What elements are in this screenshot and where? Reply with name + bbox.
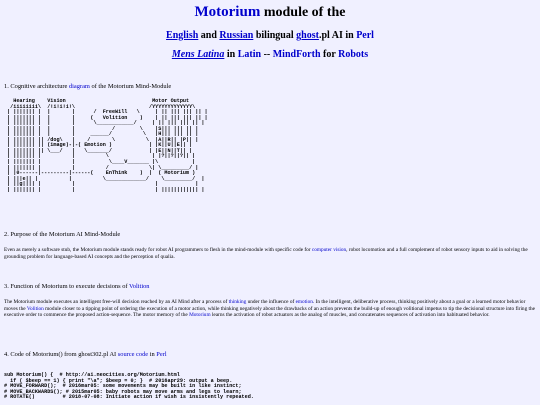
perl-code-block: sub Motorium() { # http://ai.neocities.org/Motorium.html if ( $beep == 1) { print "\a"; $beep = 0; } # 2016apr29: output a beep. # MOVE_FORWARD(); # 2016mar05: some movements may be built in like instinct; # MOVE_BACKWARDS(); # 2015mar05: baby robots may move arms and legs to learn; # ROTATE() # 2018-07-08: Initiate action if wish is insistently repeated. <box>4 372 254 401</box>
section-4-heading <box>4 351 167 359</box>
subtitle-two-text-5: for <box>320 49 339 60</box>
section-4-text-2: in <box>148 351 157 358</box>
section-1-link-1[interactable]: diagram <box>68 83 90 90</box>
function-link-7[interactable]: Motorium <box>189 312 211 319</box>
purpose-text-0: Even as merely a software stub, the Motorium module stands ready for robot AI programmers to flesh in the mind-module with specific code for <box>4 247 312 253</box>
function-link-3[interactable]: emotion <box>295 299 313 305</box>
function-text-6: module closer to a tipping point of ordering the execution of a motor action, while thinking negatively about the drawbacks of an action prevents the build-up of enough volitional impetus to tip the decisional structure into firing the executive order to commence the proposed action-sequence. The motor memory of the <box>4 305 536 319</box>
title-rest: module of the <box>260 5 346 20</box>
section-4-text-0: 4. Code of Motorium() from ghost302.pl AI <box>4 351 118 358</box>
subtitle-text-1: and <box>198 30 220 41</box>
section-1-heading <box>4 83 171 91</box>
page-title <box>0 0 540 21</box>
architecture-diagram: Hearing Vision Motor Output /iiiiiiii\ /!i!i!i!\ /YYYYYYYYYYYYY\ | ||||||| | | | / FreeWill \ | || ||| ||| || | | ||||||| | | | ( Volition ) | || ||| ||| || | | ||||||| | | | \____________/ | || ||| ||| || | | ||||||| | | | / \ |S||| ||| || | | ||||||| | | | ______/ \ |H||| ||| || | | ||||||| || /dog\ | / \ \ |A||R|| |P|| | | ||||||| || (image)-|-( Emotion ) | |K||U||E|| | | ||||||| || \___/ | \_______/ | |E||N||T|| | | ||||||| | | \ | |?||?||?|| | | ||||||| | | \____V_______ |\ | | ||||||| | | / \| \_________/ | | |0------|---------|------( EnThink ) | ( Motorium ) | |||e|| | | \_____________/ \_________/ | | ||g|||| | | | | | ||||||| | | | |||||||||||| | <box>7 98 208 193</box>
function-paragraph <box>4 299 536 319</box>
function-link-5[interactable]: Volition <box>26 305 44 312</box>
subtitle-link-6[interactable]: Perl <box>356 30 374 41</box>
function-link-1[interactable]: thinking <box>228 299 247 305</box>
subtitle-two-text-3: -- <box>261 49 273 60</box>
subtitle-link-0[interactable]: English <box>166 30 199 41</box>
subtitle-two-link-2[interactable]: Latin <box>237 49 262 60</box>
subtitle-two-link-6[interactable]: Robots <box>338 49 369 60</box>
section-1-text-0: 1. Cognitive architecture <box>4 83 69 90</box>
section-3-text-0: 3. Function of Motorium to execute decisions of <box>4 283 130 290</box>
subtitle-link-2[interactable]: Russian <box>219 30 254 41</box>
section-1-text-2: of the Motorium Mind-Module <box>89 83 172 90</box>
function-text-0: The Motorium module executes an intelligent free-will decision reached by an AI Mind after a process of <box>4 299 229 305</box>
subtitle-text-5: .pl AI in <box>318 30 357 41</box>
section-4-link-1[interactable]: source code <box>117 351 149 358</box>
section-4-link-3[interactable]: Perl <box>156 351 167 358</box>
section-3-link-1[interactable]: Volition <box>129 283 150 290</box>
subtitle-text-3: bilingual <box>253 30 297 41</box>
purpose-paragraph <box>4 247 536 260</box>
subtitle-line-two <box>0 49 540 61</box>
subtitle-two-link-4[interactable]: MindForth <box>272 49 321 60</box>
purpose-link-1[interactable]: computer vision <box>311 247 347 253</box>
subtitle-two-link-0[interactable]: Mens Latina <box>171 49 225 60</box>
subtitle-two-text-1: in <box>224 49 238 60</box>
purpose-text-2: , robot locomotion and a full complement of robot sensory inputs to aid in solving the grounding problem for language-based AI concepts and the perception of qualia. <box>4 247 528 260</box>
page-header <box>0 0 540 61</box>
subtitle-line <box>0 30 540 42</box>
function-text-8: learns the activation of robot actuators as the analog of muscles, and concatenates sequences of activation into habituated behavior. <box>210 312 490 319</box>
function-text-4: . In the intelligent, deliberative process, thinking positively about a goal or a learned motor behavior moves the <box>4 299 526 312</box>
section-2-heading: 2. Purpose of the Motorium AI Mind-Module <box>4 231 121 238</box>
function-text-2: under the influence of <box>246 299 296 305</box>
section-3-heading <box>4 283 150 291</box>
subtitle-link-4[interactable]: ghost <box>296 30 319 41</box>
motorium-title-link[interactable]: Motorium <box>194 4 261 20</box>
